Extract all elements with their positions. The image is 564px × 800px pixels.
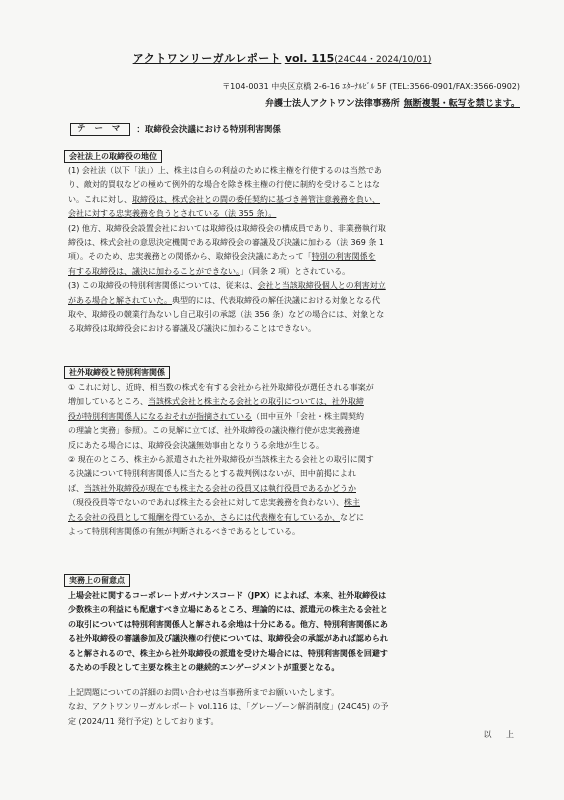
text-line: (3) この取締役の特別利害関係については、従来は、会社と当該取締役個人との利害対立 [68, 281, 386, 291]
text-line: 反にあたる場合には、取締役会決議無効事由となりうる余地が生じる。 [68, 440, 324, 450]
firm-name: 弁護士法人アクトワン法律事務所 [264, 99, 400, 109]
paragraph-status [68, 164, 502, 337]
firm-line [265, 99, 520, 110]
report-code: (24C44・2024/10/01) [334, 55, 432, 65]
text-line: 会社に対する忠実義務を負うとされている（法 355 条）。 [68, 209, 277, 219]
text-line: 定 (2024/11 発行予定) としております。 [68, 716, 219, 726]
text-line: る社外取締役の審議参加及び議決権の行使については、取締役会の承認があれば認められ [68, 634, 388, 644]
text-line: ば、当該社外取締役が現在でも株主たる会社の役員又は執行役員であるかどうか [68, 483, 356, 493]
text-line: 項）。そのため、忠実義務との関係から、取締役会決議にあたって「特別の利害関係を [68, 252, 376, 262]
theme-text: ：取締役会決議における特別利害関係 [136, 125, 281, 135]
text-line: がある場合と解されていた。典型的には、代表取締役の解任決議における対象となる代 [68, 295, 380, 305]
section-heading-practice: 実務上の留意点 [64, 574, 130, 587]
theme-label: テ ー マ [70, 123, 130, 136]
text-line: （現役役員等でないのであれば株主たる会社に対して忠実義務を負わない）、株主 [68, 498, 360, 508]
text-line: るための手段として主要な株主との継続的エンゲージメントが重要となる。 [68, 662, 340, 672]
end-mark: 以 上 [483, 730, 520, 739]
section-heading-outside-director: 社外取締役と特別利害関係 [64, 366, 170, 379]
theme-row [70, 122, 281, 136]
paragraph-outside-director [68, 381, 502, 539]
text-line: い。これに対し、取締役は、株式会社との間の委任契約に基づき善管注意義務を負い、 [68, 194, 380, 204]
paragraph-practice [68, 589, 502, 675]
text-line: よって特別利害関係の有無が判断されるべきであるとしている。 [68, 526, 300, 536]
text-line: たる会社の役員として報酬を得ているか、さらには代表権を有しているか、などに [68, 512, 364, 522]
text-line: 取や、取締役の競業行為ないし自己取引の承認（法 356 条）などの場合には、対象とな [68, 309, 385, 319]
firm-address: 〒104-0031 中央区京橋 2-6-16 ｴﾀｰﾅﾙﾋﾞﾙ 5F (TEL:3566-0901/FAX:3566-0902) [222, 82, 520, 91]
closing-paragraph [68, 686, 502, 729]
text-line: なお、アクトワンリーガルレポート vol.116 は、「グレーゾーン解消制度」(24C45) の予 [68, 702, 389, 712]
copyright-notice: 無断複製・転写を禁じます。 [403, 99, 520, 109]
section-heading-status: 会社法上の取締役の地位 [64, 150, 162, 163]
text-line: ① これに対し、近時、相当数の株式を有する会社から社外取締役が選任される事案が [68, 383, 374, 392]
text-line: 上記問題についての詳細のお問い合わせは当事務所までお願いいたします。 [68, 688, 340, 697]
text-line: 有する取締役は、議決に加わることができない。」（同条 2 項）とされている。 [68, 266, 351, 276]
text-line: 増加しているところ、当該株式会社と株主たる会社との取引については、社外取締 [68, 397, 364, 407]
text-line: 少数株主の利益にも配慮すべき立場にあるところ、理論的には、派遣元の株主たる会社と [68, 605, 388, 615]
report-title-main: アクトワンリーガルレポート [132, 52, 282, 65]
text-line: り、敵対的買収などの極めて例外的な場合を除き株主権の行使に制約を受けることはな [68, 180, 380, 190]
text-line: (1) 会社法（以下「法」）上、株主は自らの利益のために株主権を行使するのは当然であ [68, 166, 382, 175]
report-title [0, 52, 564, 67]
text-line: の取引については特別利害関係人と解される余地は十分にある。他方、特別利害関係にあ [68, 619, 388, 629]
text-line: る取締役は取締役会における審議及び議決に加わることはできない。 [68, 324, 316, 334]
text-line: ② 現在のところ、株主から派遣された社外取締役が当該株主たる会社との取引に関す [68, 454, 374, 464]
text-line: る決議について特別利害関係人に当たるとする裁判例はないが、田中前掲によれ [68, 469, 356, 479]
text-line: 役が特別利害関係人になるおそれが指摘されている（田中亘外「会社・株主間契約 [68, 411, 364, 421]
text-line: (2) 他方、取締役会設置会社においては取締役は取締役会の構成員であり、非業務執行取 [68, 223, 386, 233]
text-line: 締役は、株式会社の意思決定機関である取締役会の審議及び決議に加わる（法 369 条 1 [68, 237, 384, 247]
report-volume: vol. 115 [284, 52, 335, 65]
text-line: の理論と実務」参照）。この見解に立てば、社外取締役の議決権行使が忠実義務違 [68, 426, 360, 436]
text-line: 上場会社に関するコーポレートガバナンスコード（JPX）によれば、本来、社外取締役は [68, 591, 387, 600]
text-line: ると解されるので、株主から社外取締役の派遣を受けた場合には、特別利害関係を回避す [68, 648, 388, 658]
